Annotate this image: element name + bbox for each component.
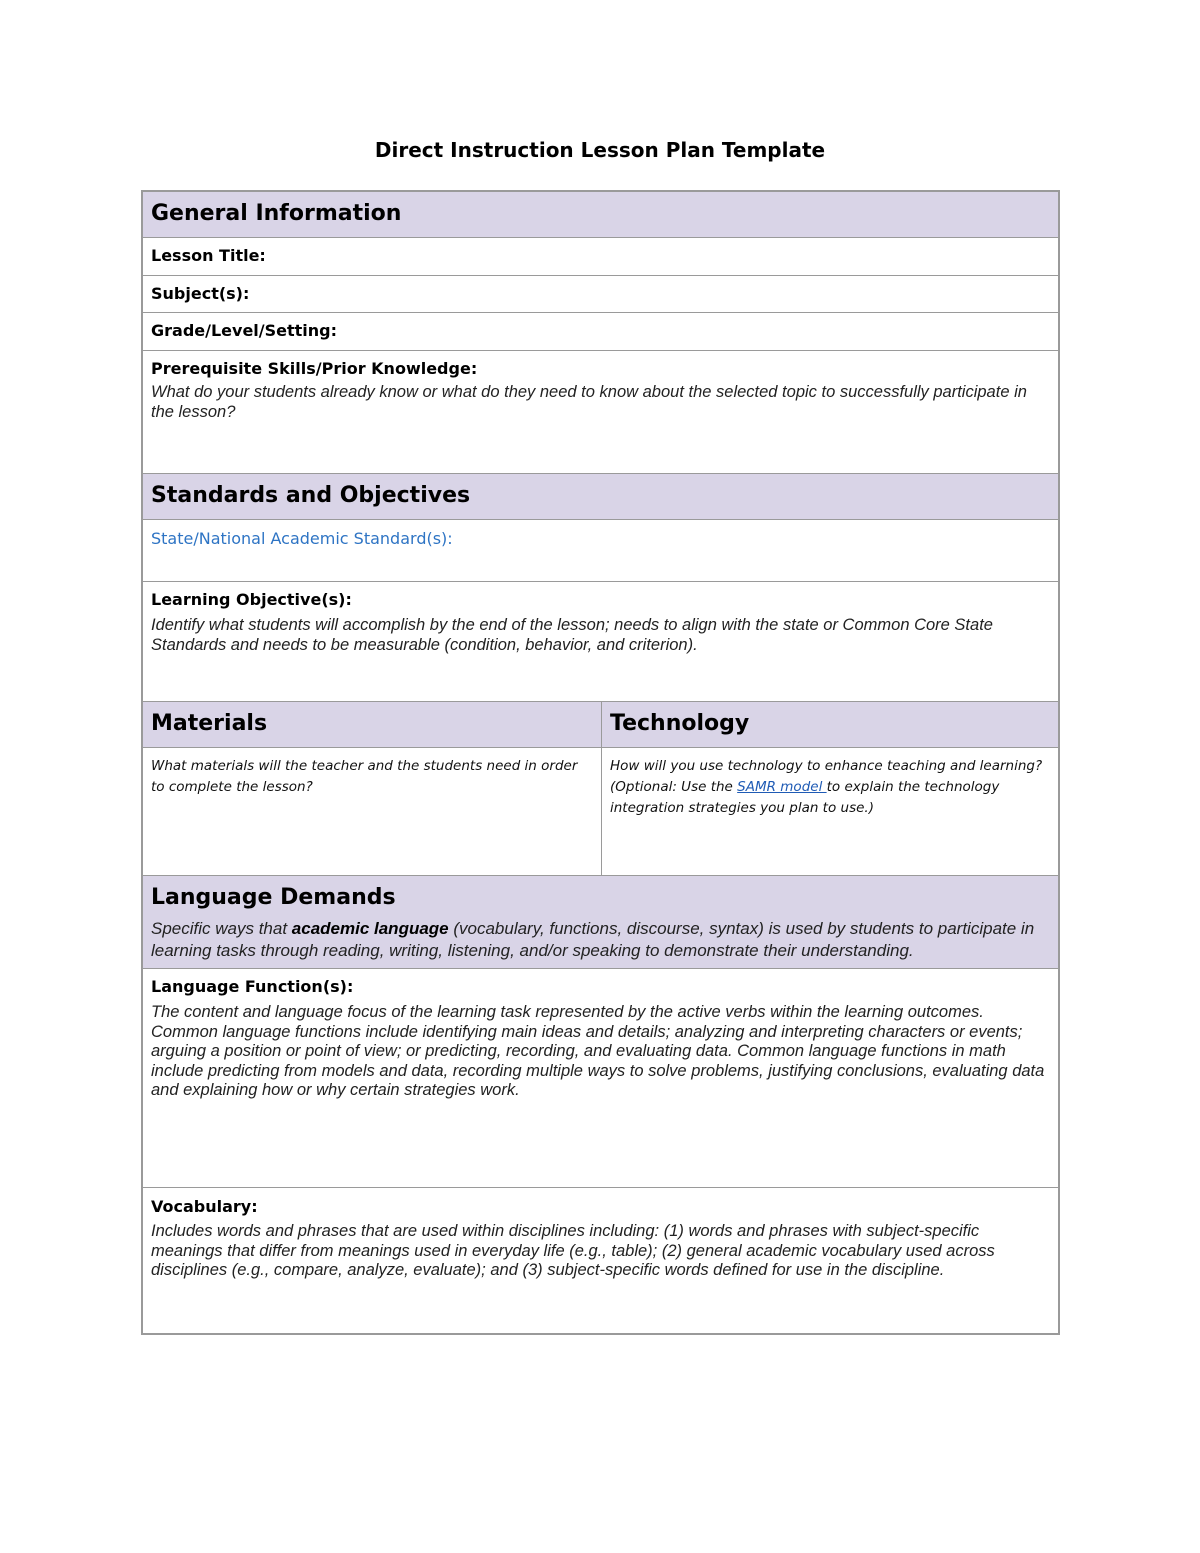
materials-header-cell [143, 702, 602, 747]
technology-prompt [610, 756, 1048, 819]
vocabulary-label: Vocabulary: [151, 1197, 258, 1216]
objectives-label: Learning Objective(s): [151, 590, 352, 609]
standards-objectives-header-row [143, 474, 1058, 520]
materials-cell[interactable] [143, 748, 602, 875]
grade-level-label: Grade/Level/Setting: [151, 321, 338, 340]
lesson-title-row[interactable] [143, 238, 1058, 276]
lesson-title-label: Lesson Title: [151, 246, 266, 265]
prerequisite-row[interactable] [143, 351, 1058, 474]
language-demands-intro-end: (vocabulary, functions, discourse, syntax) is used by students to participate in learning tasks through reading, writing, listening, and/or speaking to demonstrate their understanding. [151, 919, 1035, 960]
language-functions-row[interactable] [143, 969, 1058, 1188]
language-demands-intro-start: Specific ways that [151, 919, 292, 938]
prerequisite-label: Prerequisite Skills/Prior Knowledge: [151, 359, 478, 378]
samr-model-link[interactable]: SAMR model [737, 779, 827, 795]
standards-label: State/National Academic Standard(s): [151, 529, 453, 548]
grade-level-row[interactable] [143, 313, 1058, 351]
language-demands-intro [151, 918, 1046, 962]
standards-objectives-header: Standards and Objectives [151, 483, 471, 508]
general-information-header-row [143, 192, 1058, 238]
language-demands-header: Language Demands [151, 885, 396, 910]
subjects-label: Subject(s): [151, 284, 250, 303]
technology-cell[interactable] [602, 748, 1058, 875]
language-functions-prompt: The content and language focus of the learning task represented by the active verbs within the learning outcomes. Common language functions include identifying main ideas and details; analyzing and interpreting characters or events; arguing a position or point of view; or predicting, recording, and evaluating data. Common language functions in math include predicting from models and data, recording multiple ways to solve problems, justifying conclusions, evaluating data and explaining how or why certain strategies work. [151, 1003, 1045, 1100]
academic-language-term: academic language [291, 919, 449, 938]
materials-header: Materials [151, 711, 268, 736]
technology-header-cell [602, 702, 1058, 747]
prerequisite-prompt: What do your students already know or what do they need to know about the selected topic to successfully participate in the lesson? [151, 383, 1027, 421]
materials-prompt: What materials will the teacher and the students need in order to complete the lesson? [151, 758, 578, 795]
technology-prompt-end: to explain the technology integration strategies you plan to use.) [610, 779, 1000, 816]
subjects-row[interactable] [143, 276, 1058, 313]
lesson-plan-table [141, 190, 1060, 1335]
standards-row[interactable] [143, 520, 1058, 582]
general-information-header: General Information [151, 201, 402, 226]
document-title: Direct Instruction Lesson Plan Template [374, 138, 826, 162]
objectives-prompt: Identify what students will accomplish by the end of the lesson; needs to align with the state or Common Core State Standards and needs to be measurable (condition, behavior, and criterion). [151, 616, 993, 654]
vocabulary-prompt: Includes words and phrases that are used within disciplines including: (1) words and phrases with subject-specific meanings that differ from meanings used in everyday life (e.g., table); (2) general academic vocabulary used across disciplines (e.g., compare, analyze, evaluate); and (3) subject-specific words defined for use in the discipline. [151, 1222, 995, 1280]
technology-prompt-start: How will you use technology to enhance teaching and learning? (Optional: Use the [610, 758, 1043, 795]
language-demands-header-row [143, 876, 1058, 969]
materials-technology-header-row [143, 702, 1058, 748]
materials-technology-row [143, 748, 1058, 876]
language-functions-label: Language Function(s): [151, 977, 354, 996]
technology-header: Technology [610, 711, 750, 736]
vocabulary-row[interactable] [143, 1188, 1058, 1333]
objectives-row[interactable] [143, 582, 1058, 702]
